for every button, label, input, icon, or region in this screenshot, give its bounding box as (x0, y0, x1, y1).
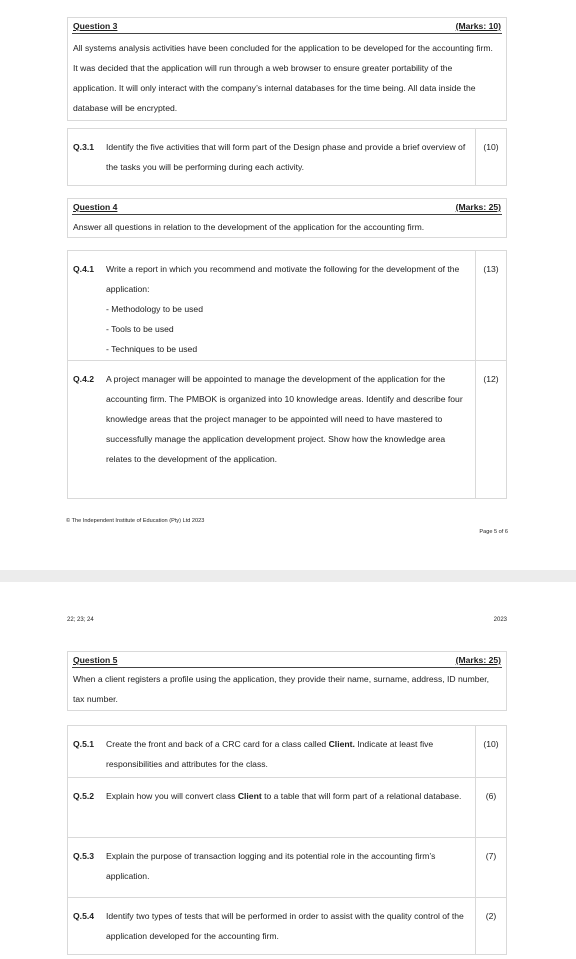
question-text (106, 778, 476, 837)
question-number: Q.4.1 (73, 264, 95, 274)
header-left: 22; 23; 24 (67, 617, 94, 623)
question-mark: (6) (485, 791, 497, 801)
question-3-table (67, 128, 507, 186)
question-mark: (13) (483, 264, 499, 274)
question-mark: (10) (483, 739, 499, 749)
question-text: Identify the five activities that will form part of the Design phase and provide a brief overview of the tasks you will be performing during each activity. (106, 129, 476, 185)
question-4-box (67, 198, 507, 238)
question-mark: (10) (483, 142, 499, 152)
copyright-footer: © The Independent Institute of Education (Pty) Ltd 2023 (66, 518, 205, 524)
question-mark: (2) (485, 911, 497, 921)
bullet-item: - Tools to be used (106, 324, 174, 334)
question-4-table (67, 250, 507, 499)
question-row (68, 129, 506, 185)
text-segment: Indicate at least five responsibilities and attributes for the class. (106, 739, 434, 769)
class-name: Client. (328, 739, 355, 749)
question-5-title: Question 5 (73, 655, 118, 665)
text-segment: Explain how you will convert class (106, 791, 238, 801)
text-segment: Create the front and back of a CRC card for a class called (106, 739, 329, 749)
page-gap (0, 570, 576, 582)
bullet-item: - Techniques to be used (106, 344, 198, 354)
question-mark: (12) (483, 374, 499, 384)
question-4-title: Question 4 (73, 202, 118, 212)
question-number: Q.5.2 (73, 791, 95, 801)
question-row (68, 361, 506, 498)
question-row (68, 898, 506, 954)
question-row (68, 251, 506, 361)
question-5-intro: When a client registers a profile using the application, they provide their name, surname, address, ID number, tax number. (73, 674, 490, 704)
question-4-header (68, 202, 506, 212)
question-4-intro: Answer all questions in relation to the development of the application for the accounting firm. (73, 222, 425, 232)
header-rule (72, 667, 502, 668)
question-3-header (68, 21, 506, 31)
question-number: Q.5.4 (73, 911, 95, 921)
question-row (68, 838, 506, 898)
question-row (68, 726, 506, 778)
question-3-marks: (Marks: 10) (455, 21, 501, 31)
question-number: Q.5.1 (73, 739, 95, 749)
question-5-box (67, 651, 507, 711)
question-text: A project manager will be appointed to manage the development of the application for the accounting firm. The PMBOK is organized into 10 knowledge areas. Identify and describe four knowledge areas that the project manager to be appointed will need to have mastered to successfully manage the application development project. Show how the knowledge area relates to the development of the application. (106, 361, 476, 498)
header-right: 2023 (493, 617, 507, 623)
bullet-item: - Methodology to be used (106, 304, 203, 314)
question-number: Q.5.3 (73, 851, 95, 861)
question-5-table (67, 725, 507, 955)
page-6 (0, 582, 576, 959)
question-row (68, 778, 506, 838)
question-text: Identify two types of tests that will be performed in order to assist with the quality control of the application developed for the accounting firm. (106, 898, 476, 954)
page-number: Page 5 of 6 (479, 529, 508, 535)
header-rule (72, 214, 502, 215)
question-3-title: Question 3 (73, 21, 118, 31)
question-3-box (67, 17, 507, 121)
question-5-marks: (Marks: 25) (455, 655, 501, 665)
question-3-intro: All systems analysis activities have been concluded for the application to be developed for the accounting firm. It was decided that the application will run through a web browser to ensure greater portability of the application. It will only interact with the company’s internal databases for the time being. All data inside the database will be encrypted. (73, 43, 493, 113)
text-segment: to a table that will form part of a relational database. (261, 791, 462, 801)
header-rule (72, 33, 502, 34)
question-41-text: Write a report in which you recommend and motivate the following for the development of the application: (106, 264, 460, 294)
question-4-marks: (Marks: 25) (455, 202, 501, 212)
question-text: Explain the purpose of transaction logging and its potential role in the accounting firm’s application. (106, 838, 476, 897)
question-number: Q.3.1 (73, 142, 95, 152)
question-number: Q.4.2 (73, 374, 95, 384)
class-name: Client (237, 791, 262, 801)
question-text (106, 251, 476, 360)
question-5-header (68, 655, 506, 665)
question-mark: (7) (485, 851, 497, 861)
question-text (106, 726, 476, 777)
